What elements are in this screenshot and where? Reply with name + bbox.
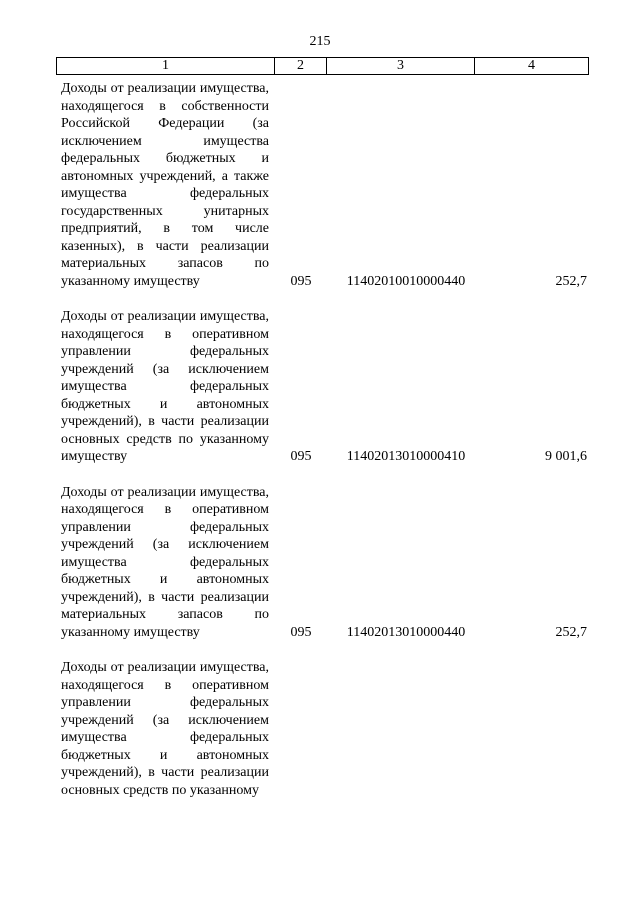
page-number: 215 (309, 34, 331, 49)
row-budget-code: 11402013010000440 (346, 624, 466, 640)
row-description: Доходы от реализации имущества, находящегося в оперативном управлении федеральных учреждений (за исключением имущества федеральных бюджетных и автономных учреждений), в части реализации основных средств по указанному (61, 660, 269, 798)
row-admin-code: 095 (290, 273, 312, 289)
header-cell-1: 1 (162, 58, 169, 73)
row-amount: 252,7 (555, 273, 587, 289)
table-body (56, 80, 589, 799)
table-row (56, 308, 589, 466)
row-amount: 252,7 (555, 624, 587, 640)
row-description: Доходы от реализации имущества, находящегося в собственности Российской Федерации (за исключением имущества федеральных бюджетных и автономных учреждений, а также имущества федеральных государственных унитарных предприятий, в том числе казенных), в части реализации материальных запасов по указанному имуществу (61, 81, 269, 289)
row-budget-code: 11402013010000410 (346, 449, 466, 464)
row-admin-code: 095 (290, 624, 312, 640)
row-description: Доходы от реализации имущества, находящегося в оперативном управлении федеральных учреждений (за исключением имущества федеральных бюджетных и автономных учреждений), в части реализации материальных запасов по указанному имуществу (61, 484, 269, 640)
row-amount: 9 001,6 (545, 449, 587, 464)
row-description: Доходы от реализации имущества, находящегося в оперативном управлении федеральных учреждений (за исключением имущества федеральных бюджетных и автономных учреждений), в части реализации основных средств по указанному имуществу (61, 309, 269, 464)
row-admin-code: 095 (290, 449, 312, 464)
table-row (56, 659, 589, 799)
table-header-row (56, 57, 589, 75)
header-cell-4: 4 (474, 58, 588, 74)
table-row (56, 484, 589, 642)
row-budget-code: 11402010010000440 (346, 273, 466, 289)
table-row (56, 80, 589, 290)
header-cell-2: 2 (274, 58, 326, 74)
header-cell-3: 3 (326, 58, 474, 74)
